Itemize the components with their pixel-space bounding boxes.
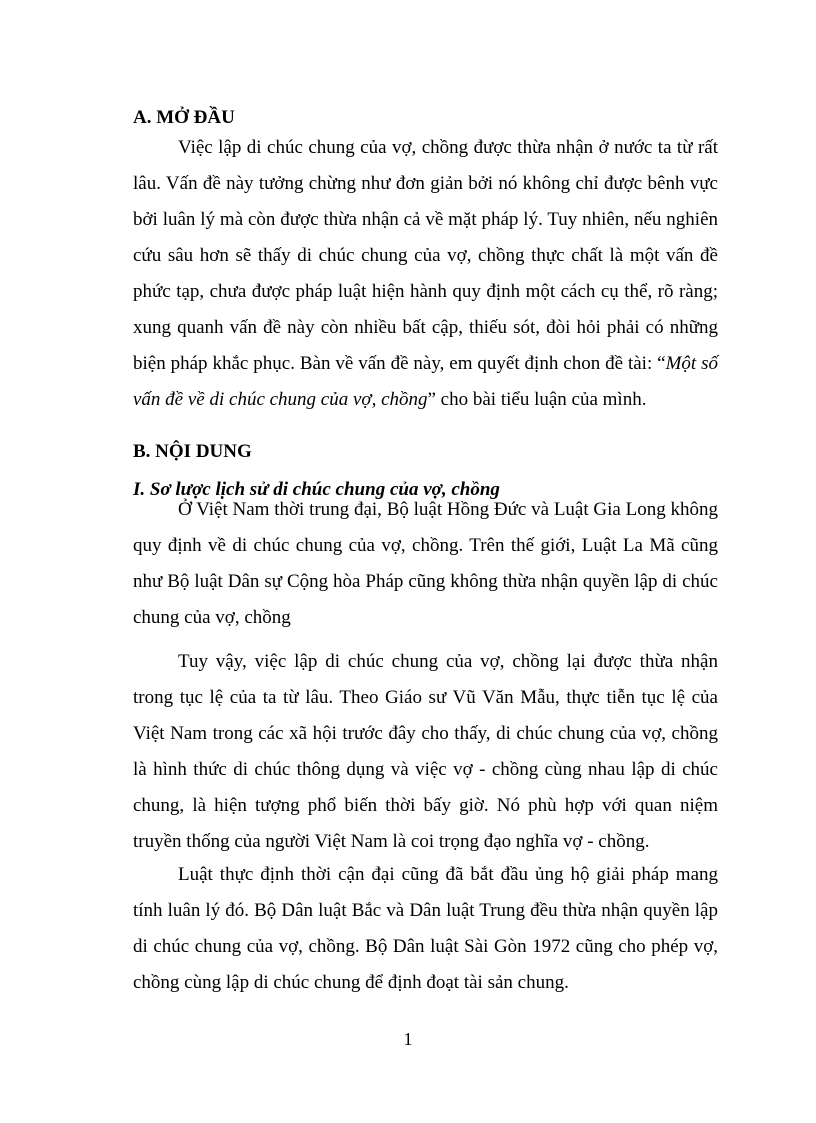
body-paragraph-2: Tuy vậy, việc lập di chúc chung của vợ, chồng lại được thừa nhận trong tục lệ của ta từ lâu. Theo Giáo sư Vũ Văn Mẫu, thực tiễn tục lệ của Việt Nam trong các xã hội trước đây cho thấy, di chúc chung của vợ, chồng là hình thức di chúc thông dụng và việc vợ - chồng cùng nhau lập di chúc chung, là hiện tượng phổ biến thời bấy giờ. Nó phù hợp với quan niệm truyền thống của người Việt Nam là coi trọng đạo nghĩa vợ - chồng. (133, 651, 718, 852)
body-paragraph-3: Luật thực định thời cận đại cũng đã bắt đầu ủng hộ giải pháp mang tính luân lý đó. Bộ Dân luật Bắc và Dân luật Trung đều thừa nhận quyền lập di chúc chung của vợ, chồng. Bộ Dân luật Sài Gòn 1972 cũng cho phép vợ, chồng cùng lập di chúc chung để định đoạt tài sản chung. (133, 864, 718, 993)
intro-text-before: Việc lập di chúc chung của vợ, chồng được thừa nhận ở nước ta từ rất lâu. Vấn đề này tưởng chừng như đơn giản bởi nó không chỉ được bênh vực bởi luân lý mà còn được thừa nhận cả về mặt pháp lý. Tuy nhiên, nếu nghiên cứu sâu hơn sẽ thấy di chúc chung của vợ, chồng thực chất là một vấn đề phức tạp, chưa được pháp luật hiện hành quy định một cách cụ thể, rõ ràng; xung quanh vấn đề này còn nhiều bất cập, thiếu sót, đòi hỏi phải có những biện pháp khắc phục. Bàn về vấn đề này, em quyết định chon đề tài: “ (133, 137, 718, 374)
body-paragraph-1: Ở Việt Nam thời trung đại, Bộ luật Hồng Đức và Luật Gia Long không quy định về di chúc chung của vợ, chồng. Trên thế giới, Luật La Mã cũng như Bộ luật Dân sự Cộng hòa Pháp cũng không thừa nhận quyền lập di chúc chung của vợ, chồng (133, 499, 718, 628)
intro-paragraph (133, 130, 718, 418)
section-a-heading: A. MỞ ĐẦU (133, 107, 235, 128)
section-b-heading: B. NỘI DUNG (133, 441, 252, 462)
topic-title-italic: Một số vấn đề về di chúc chung của vợ, chồng (133, 353, 718, 410)
page-number: 1 (403, 1029, 413, 1049)
history-subheading: I. Sơ lược lịch sử di chúc chung của vợ, chồng (133, 479, 500, 500)
intro-text-after: ” cho bài tiểu luận của mình. (427, 389, 647, 410)
